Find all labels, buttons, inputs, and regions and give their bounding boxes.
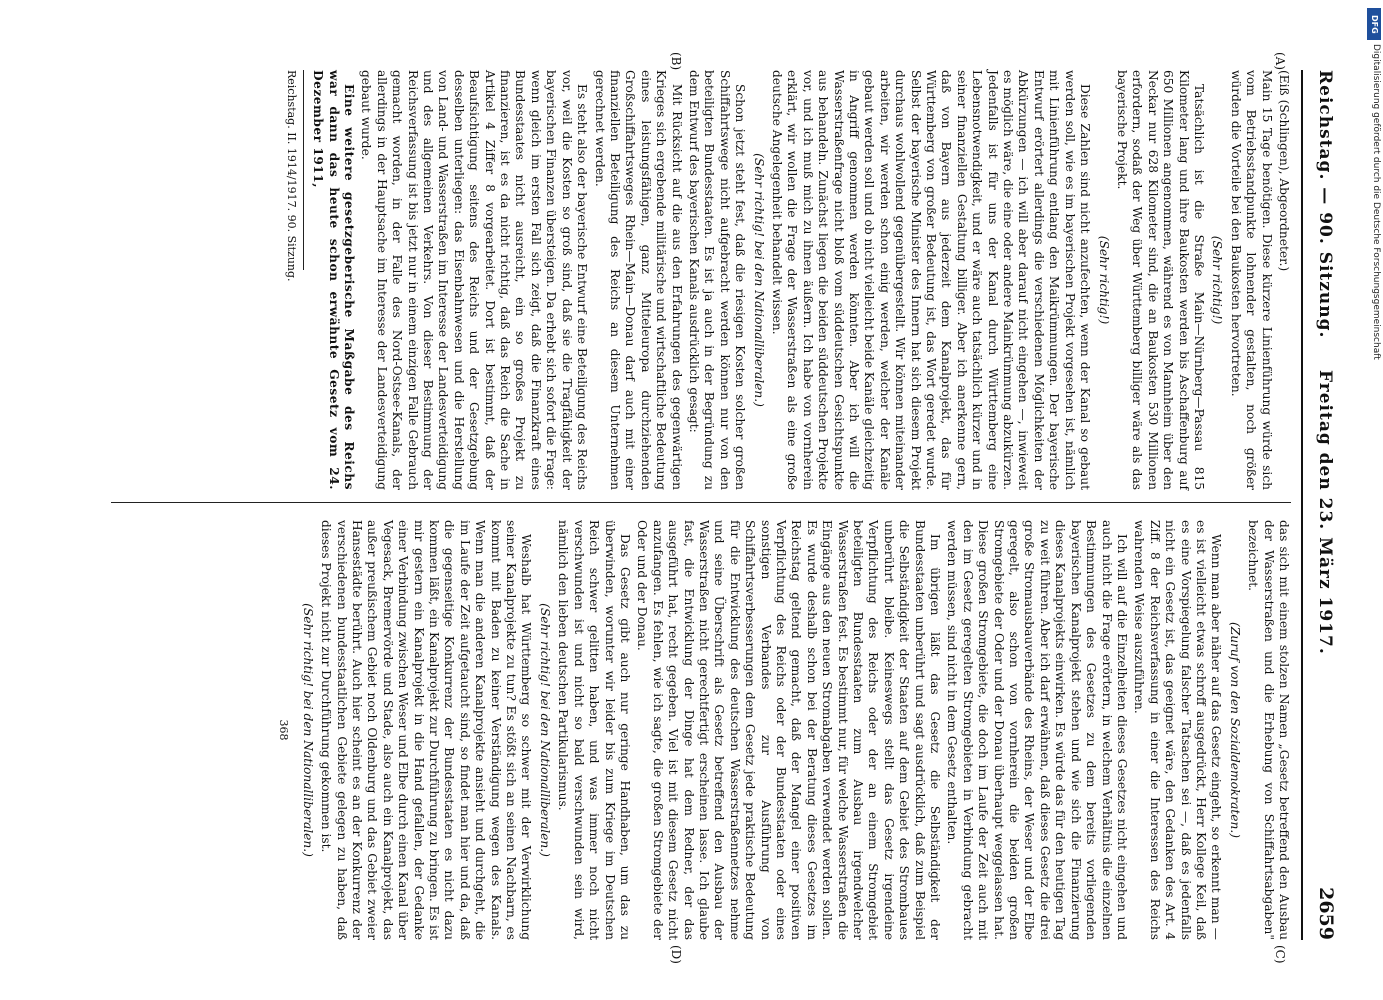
interjection: (Sehr richtig! bei den Nationalliberalen.) [751, 153, 766, 407]
digitization-credit: Digitalisierung gefördert durch die Deutsche Forschungsgemeinschaft [1371, 44, 1381, 360]
paragraph: Ich will auf die Einzelheiten dieses Gesetzes nicht eingehen und auch nicht die Frage erörtern, in welchem Verhältnis die einzelnen Bestimmungen des Gesetzes zu dem bereits vorliegenden bayerischen Kanalprojekt stehen und wie sich die Finanzierung dieses Kanalprojekts einwirken. Es würde das für den heutigen Tag zu weit führen. Aber ich darf erwähnen, daß dieses Gesetz die drei große Stromausbauverbände des Rheins, der Weser und der Elbe geregelt, also schon von vornherein die beiden großen Stromgebiete der Oder und der Donau überhaupt weggelassen hat. Diese großen Stromgebiete, die doch im Laufe der Zeit auch mit den im Gesetz geregelten Stromgebieten in Verbindung gebracht werden müssen, sind nicht in dem Gesetz enthalten. [945, 520, 1129, 940]
footnote: Reichstag. II. 1914/1917. 90. Sitzung. [284, 70, 298, 282]
header-session: Reichstag. — 90. Sitzung. [1315, 70, 1335, 339]
interjection: (Sehr richtig!) [1210, 235, 1225, 325]
interjection: (Zuruf von den Sozialdemokraten.) [1227, 622, 1242, 838]
interjection: (Sehr richtig! bei den Nationalliberalen.) [300, 603, 315, 857]
left-column [111, 70, 1291, 490]
column-divider [111, 502, 1291, 503]
margin-marker-c: (C) [1273, 945, 1287, 964]
paragraph: das sich mit einem stolzen Namen „Gesetz betreffend den Ausbau der Wasserstraßen und die Erhebung von Schiffahrtsabgaben" bezeichnet. [1246, 520, 1291, 940]
quotation: Mit Rücksicht auf die aus den Erfahrungen des gegenwärtigen Krieges sich ergebende militärische und wirtschaftliche Bedeutung eines leistungsfähigen, ganz Mitteleuropa durchziehenden Großschiffahrtsweges Rhein—Main—Donau darf auch mit einer finanziellen Beteiligung des Reichs an diesem Unternehmen gerechnet werden. [592, 70, 684, 490]
page-reference: 368 [277, 719, 291, 741]
paragraph: Im übrigen läßt das Gesetz die Selbständigkeit der Bundesstaaten unberührt und sagt ausdrücklich, daß zum Beispiel die Selbständigkeit der Staaten auf dem Gebiet des Strombaues unberührt bleibe. Keineswegs stellt das Gesetz irgendeine Verpflichtung des Reichs oder der an einem Stromgebiet beteiligten Bundesstaaten zum Ausbau irgendwelcher Wasserstraßen fest. Es bestimmt nur, für welche Wasserstraßen die Eingänge aus den neuen Stromabgaben verwendet werden sollen. Es wurde deshalb schon bei der Beratung dieses Gesetzes im Reichstag geltend gemacht, daß der Mangel einer positiven Verpflichtung des Reichs oder der Bundesstaaten oder eines sonstigen Verbandes zur Ausführung von Schiffahrtsverbesserungen dem Gesetz jede praktische Bedeutung für die Entwicklung des deutschen Wasserstraßennetzes nehme und seine Überschrift als Gesetz betreffend den Ausbau der Wasserstraßen nicht gerechtfertigt erscheinen lasse. Ich glaube fast, die Entwicklung der Dinge hat dem Redner, der das ausgeführt hat, recht gegeben. Viel ist mit diesem Gesetz nicht anzufangen. Es fehlen, wie ich sagte, die großen Stromgebiete der Oder und der Donau. [635, 520, 943, 940]
paragraph: Diese Zahlen sind nicht anzufechten, wenn der Kanal so gebaut werden soll, wie es im bayerischen Projekt vorgesehen ist, nämlich mit Linienführung entlang den Maikrümmungen. Der bayerische Entwurf erörtert allerdings die verschiedenen Möglichkeiten der Abkürzungen — ich will aber darauf nicht eingehen —, inwieweit es möglich wäre, die eine oder andere Mainkrümmung abzukürzen. Jedenfalls ist für uns der Kanal durch Württemberg eine Lebensnotwendigkeit, und er wäre auch tatsächlich kürzer und in seiner finanziellen Gestaltung billiger. Aber ich anerkenne gern, daß von Bayern aus jederzeit dem Kanalprojekt, das für Württemberg von großer Bedeutung ist, das Wort geredet wurde. Selbst der bayerische Minister des Innern hat sich diesem Projekt durchaus wohlwollend gegenübergestellt. Wir können miteinander arbeiten, wir werden schon einig werden, welcher der Kanäle gebaut werden soll und ob nicht vielleicht beide Kanäle gleichzeitig in Angriff genommen werden könnten. Aber ich will die Wasserstraßenfrage nicht bloß vom süddeutschen Gesichtspunkte aus behandeln. Zunächst liegen die beiden süddeutschen Projekte vor, und ich muß mich zu ihnen äußern. Ich habe von vornherein erklärt, wir wollen die Frage der Wasserstraßen als eine große deutsche Angelegenheit behandelt wissen. [770, 70, 1093, 490]
speaker-note: (Eiß (Schlingen), Abgeordneter.) [1277, 70, 1291, 272]
margin-marker-d: (D) [669, 945, 683, 964]
paragraph: Schon jetzt steht fest, daß die riesigen Kosten solcher großen Schiffahrtswege nicht aufgebracht werden können nur von den beteiligten Bundesstaaten. Es ist ja auch in der Begründung zu dem Entwurf des bayerischen Kanals ausdrücklich gesagt: [686, 70, 748, 490]
header-date: Freitag den 23. März 1917. [1315, 370, 1335, 655]
header-rule [1301, 70, 1303, 940]
paragraph: Tatsächlich ist die Straße Main—Nürnberg—Passau 815 Kilometer lang und ihre Baukosten werden bis Aschaffenburg auf 650 Millionen angenommen, während es von Mannheim über den Neckar nur 628 Kilometer sind, die an Baukosten 530 Millionen erfordern, sodaß der Weg über Württemberg billiger wäre als das bayerische Projekt. [1114, 70, 1206, 490]
right-column [111, 520, 1291, 940]
footnote-rule [303, 70, 304, 270]
paragraph: Wenn man aber näher auf das Gesetz eingeht, so erkennt man — es ist vielleicht etwas schroff ausgedrückt, Herr Kollege Keil, daß es eine Vorspiegelung falscher Tatsachen sei —, daß es jedenfalls nicht ein Gesetz ist, das geeignet wäre, den Gedanken des Art. 4 Ziff. 8 der Reichsverfassung in einer die Interessen des Reichs wahrenden Weise auszuführen. [1132, 520, 1224, 940]
margin-marker-a: (A) [1273, 52, 1287, 71]
page-header [1303, 70, 1343, 940]
paragraph: Weshalb hat Württemberg so schwer mit der Verwirklichung seiner Kanalprojekte zu tun? Es stößt sich an seinen Nachbarn, es kommt mit Baden zu keiner Verständigung wegen des Kanals. Wenn man die anderen Kanalprojekte ansieht und durchgeht, die im Laufe der Zeit aufgetaucht sind, so findet man hier und da, daß die gegenseitige Konkurrenz der Bundesstaaten es nicht dazu kommen läßt, ein Kanalprojekt zur Durchführung zu bringen. Es ist mir gestern ein Kanalprojekt in die Hand gefallen, der Gedanke einer Verbindung zwischen Weser und Elbe durch einen Kanal über Vegesack, Bremervörde und Stade, also auch ein Kanalprojekt, das außer preußischem Gebiet noch Oldenburg und das Gebiet zweier Hansestädte berührt. Auch hier scheint es an der Konkurrenz der verschiedenen bundesstaatlichen Gebiete gelegen zu haben, daß dieses Projekt nicht zur Durchführung gekommen ist. [319, 520, 534, 940]
paragraph: Main 15 Tage benötigen. Diese kürzere Linienführung würde sich vom Betriebsstandpunkte lohnender gestalten, noch größer würden die Vorteile bei den Baukosten hervortreten. [1228, 70, 1274, 490]
margin-marker-b: (B) [669, 52, 683, 71]
interjection: (Sehr richtig! bei den Nationalliberalen.) [537, 603, 552, 857]
paragraph: Das Gesetz gibt auch nur geringe Handhaben, um das zu überwinden, worunter wir leider bis zum Kriege im Deutschen Reich schwer gelitten haben, und was immer noch nicht verschwunden ist und nicht so bald verschwunden sein wird, nämlich den lieben deutschen Partikularismus. [556, 520, 632, 940]
interjection: (Sehr richtig!) [1096, 235, 1111, 325]
paragraph: Es steht also der bayerische Entwurf eine Beteiligung des Reichs vor, weil die Kosten so groß sind, daß sie die Tragfähigkeit der bayerischen Finanzen übersteigen. Da erhebt sich sofort die Frage: wenn gleich im ersten Fall sich zeigt, daß die Finanzkraft eines Bundesstaates nicht ausreicht, ein so großes Projekt zu finanzieren, ist es da nicht richtig, daß das Reich die Sache in Artikel 4 Ziffer 8 vorgearbeitet. Dort ist bestimmt, daß der Beaufsichtigung seitens des Reichs und der Gesetzgebung desselben unterliegen: das Eisenbahnwesen und die Herstellung von Land- und Wasserstraßen im Interesse der Landesverteidigung und des allgemeinen Verkehrs. Von dieser Bestimmung der Reichsverfassung ist bis jetzt nur in einem einzigen Falle Gebrauch gemacht worden, in der Falle des Nord-Ostsee-Kanals, der allerdings in der Hauptsache im Interesse der Landesverteidigung gebaut wurde. [359, 70, 590, 490]
paragraph: Eine weitere gesetzgeberische Maßgabe des Reichs war dann das heute schon erwähnte Gesetz vom 24. Dezember 1911, [311, 70, 357, 490]
dfg-logo: DFG [1367, 8, 1381, 40]
header-page-number: 2659 [1315, 887, 1337, 940]
